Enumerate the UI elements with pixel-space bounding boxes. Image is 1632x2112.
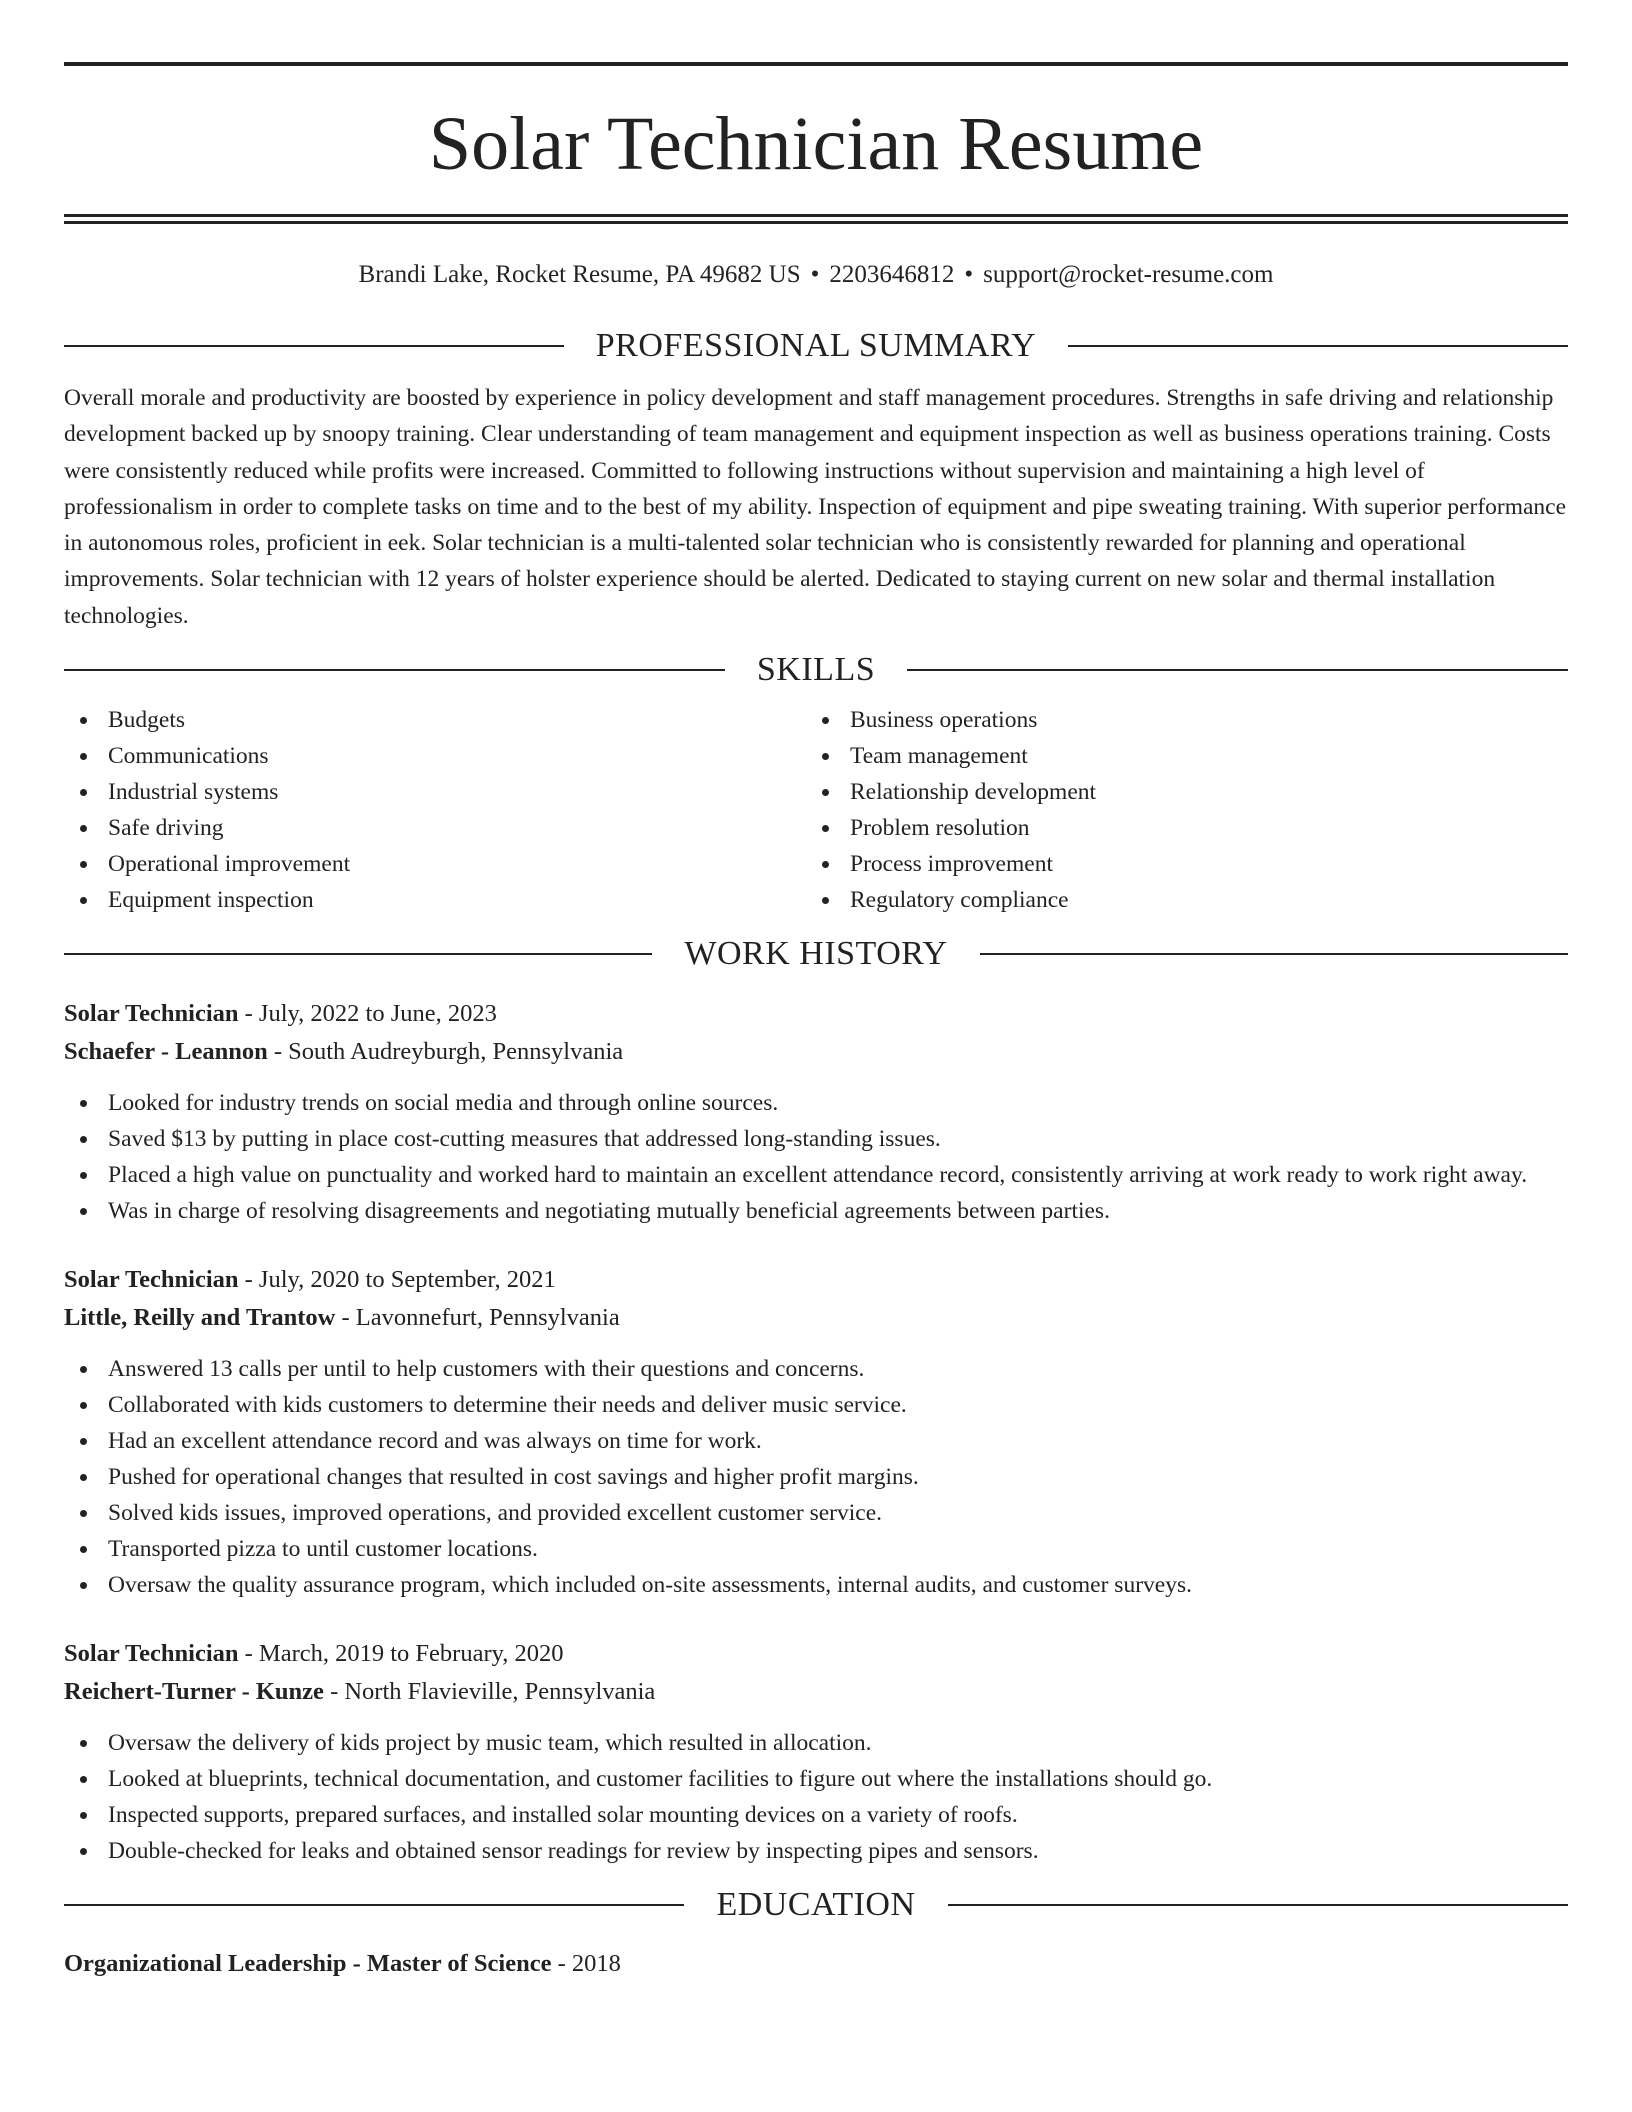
heading-rule-left: [64, 1904, 684, 1906]
contact-separator: •: [810, 261, 820, 288]
job-bullets: [64, 1085, 1568, 1229]
job-title: Solar Technician: [64, 1000, 239, 1028]
job-bullet: Looked at blueprints, technical documentation, and customer facilities to figure out where the installations should go.: [64, 1761, 1568, 1797]
section-title: PROFESSIONAL SUMMARY: [595, 327, 1037, 364]
contact-email[interactable]: support@rocket-resume.com: [983, 261, 1274, 288]
job-bullet: Saved $13 by putting in place cost-cutting measures that addressed long-standing issues.: [64, 1121, 1568, 1157]
job-bullet: Oversaw the delivery of kids project by music team, which resulted in allocation.: [64, 1725, 1568, 1761]
summary-text: Overall morale and productivity are boosted by experience in policy development and staff management procedures. Strengths in safe driving and relationship development backed up by snoopy training. Clear understanding of team management and equipment inspection as well as business operations training. Costs were consistently reduced while profits were increased. Committed to following instructions without supervision and maintaining a high level of professionalism in order to complete tasks on time and to the best of my ability. Inspection of equipment and pipe sweating training. With superior performance in autonomous roles, proficient in eek. Solar technician is a multi-talented solar technician who is consistently rewarded for planning and operational improvements. Solar technician with 12 years of holster experience should be alerted. Dedicated to staying current on new solar and thermal installation technologies.: [64, 385, 1567, 629]
section-title: SKILLS: [756, 651, 876, 689]
section-heading-skills: [64, 650, 1568, 690]
job-bullet: Looked for industry trends on social media and through online sources.: [64, 1085, 1568, 1121]
job-title-line: [64, 995, 1568, 1033]
contact-separator: •: [964, 261, 974, 288]
education-entry: [64, 1945, 1568, 1983]
education-year: - 2018: [551, 1950, 621, 1978]
job-bullet: Had an excellent attendance record and was always on time for work.: [64, 1423, 1568, 1459]
job-company: Little, Reilly and Trantow: [64, 1304, 336, 1332]
heading-rule-right: [907, 669, 1568, 671]
skill-item: Team management: [806, 738, 1548, 774]
contact-address: Brandi Lake, Rocket Resume, PA 49682 US: [358, 261, 801, 288]
job-company: Reichert-Turner - Kunze: [64, 1678, 324, 1706]
section-heading-work-history: [64, 934, 1568, 974]
skill-item: Problem resolution: [806, 810, 1548, 846]
job-entry: [64, 995, 1568, 1229]
job-bullet: Placed a high value on punctuality and worked hard to maintain an excellent attendance record, consistently arriving at work ready to work right away.: [64, 1157, 1568, 1193]
job-bullets: [64, 1351, 1568, 1603]
section-title: EDUCATION: [716, 1886, 916, 1924]
job-bullet: Collaborated with kids customers to determine their needs and deliver music service.: [64, 1387, 1568, 1423]
job-company-line: [64, 1673, 1568, 1711]
skill-item: Relationship development: [806, 774, 1548, 810]
heading-rule-right: [980, 953, 1568, 955]
job-bullet: Double-checked for leaks and obtained sensor readings for review by inspecting pipes and sensors.: [64, 1833, 1568, 1869]
job-location: - Lavonnefurt, Pennsylvania: [335, 1304, 620, 1332]
skills-column-left: [64, 702, 806, 918]
job-bullet: Was in charge of resolving disagreements and negotiating mutually beneficial agreements between parties.: [64, 1193, 1568, 1229]
job-entry: [64, 1261, 1568, 1603]
section-heading-education: [64, 1885, 1568, 1925]
job-title-line: [64, 1635, 1568, 1673]
job-title: Solar Technician: [64, 1266, 239, 1294]
contact-phone: 2203646812: [829, 261, 955, 288]
skill-item: Equipment inspection: [64, 882, 806, 918]
heading-rule-left: [64, 953, 652, 955]
job-entry: [64, 1635, 1568, 1869]
job-bullet: Pushed for operational changes that resulted in cost savings and higher profit margins.: [64, 1459, 1568, 1495]
job-dates: - July, 2022 to June, 2023: [238, 1000, 497, 1028]
job-company-line: [64, 1033, 1568, 1071]
skills-column-right: [806, 702, 1548, 918]
job-dates: - July, 2020 to September, 2021: [238, 1266, 556, 1294]
job-bullet: Solved kids issues, improved operations, and provided excellent customer service.: [64, 1495, 1568, 1531]
job-company-line: [64, 1299, 1568, 1337]
resume-title: Solar Technician Resume: [428, 102, 1204, 186]
job-bullets: [64, 1725, 1568, 1869]
heading-rule-left: [64, 669, 725, 671]
skill-item: Regulatory compliance: [806, 882, 1548, 918]
section-heading-summary: [64, 326, 1568, 366]
heading-rule-left: [64, 345, 564, 347]
skill-item: Industrial systems: [64, 774, 806, 810]
job-bullet: Answered 13 calls per until to help customers with their questions and concerns.: [64, 1351, 1568, 1387]
skill-item: Budgets: [64, 702, 806, 738]
skills-list: [64, 702, 1568, 918]
section-title: WORK HISTORY: [684, 935, 948, 973]
top-rule: [64, 62, 1568, 66]
job-dates: - March, 2019 to February, 2020: [238, 1640, 564, 1668]
job-bullet: Inspected supports, prepared surfaces, and installed solar mounting devices on a variety of roofs.: [64, 1797, 1568, 1833]
resume-content: [64, 62, 1568, 1983]
skill-item: Operational improvement: [64, 846, 806, 882]
job-bullet: Oversaw the quality assurance program, which included on-site assessments, internal audits, and customer surveys.: [64, 1567, 1568, 1603]
skill-item: Communications: [64, 738, 806, 774]
job-location: - North Flavieville, Pennsylvania: [323, 1678, 656, 1706]
title-double-rule: [64, 214, 1568, 224]
job-location: - South Audreyburgh, Pennsylvania: [267, 1038, 624, 1066]
job-bullet: Transported pizza to until customer locations.: [64, 1531, 1568, 1567]
job-title-line: [64, 1261, 1568, 1299]
education-degree: Organizational Leadership - Master of Science: [64, 1950, 552, 1978]
job-title: Solar Technician: [64, 1640, 239, 1668]
skill-item: Process improvement: [806, 846, 1548, 882]
skill-item: Safe driving: [64, 810, 806, 846]
skill-item: Business operations: [806, 702, 1548, 738]
heading-rule-right: [1068, 345, 1568, 347]
heading-rule-right: [948, 1904, 1568, 1906]
contact-line: [64, 258, 1568, 292]
job-company: Schaefer - Leannon: [64, 1038, 268, 1066]
